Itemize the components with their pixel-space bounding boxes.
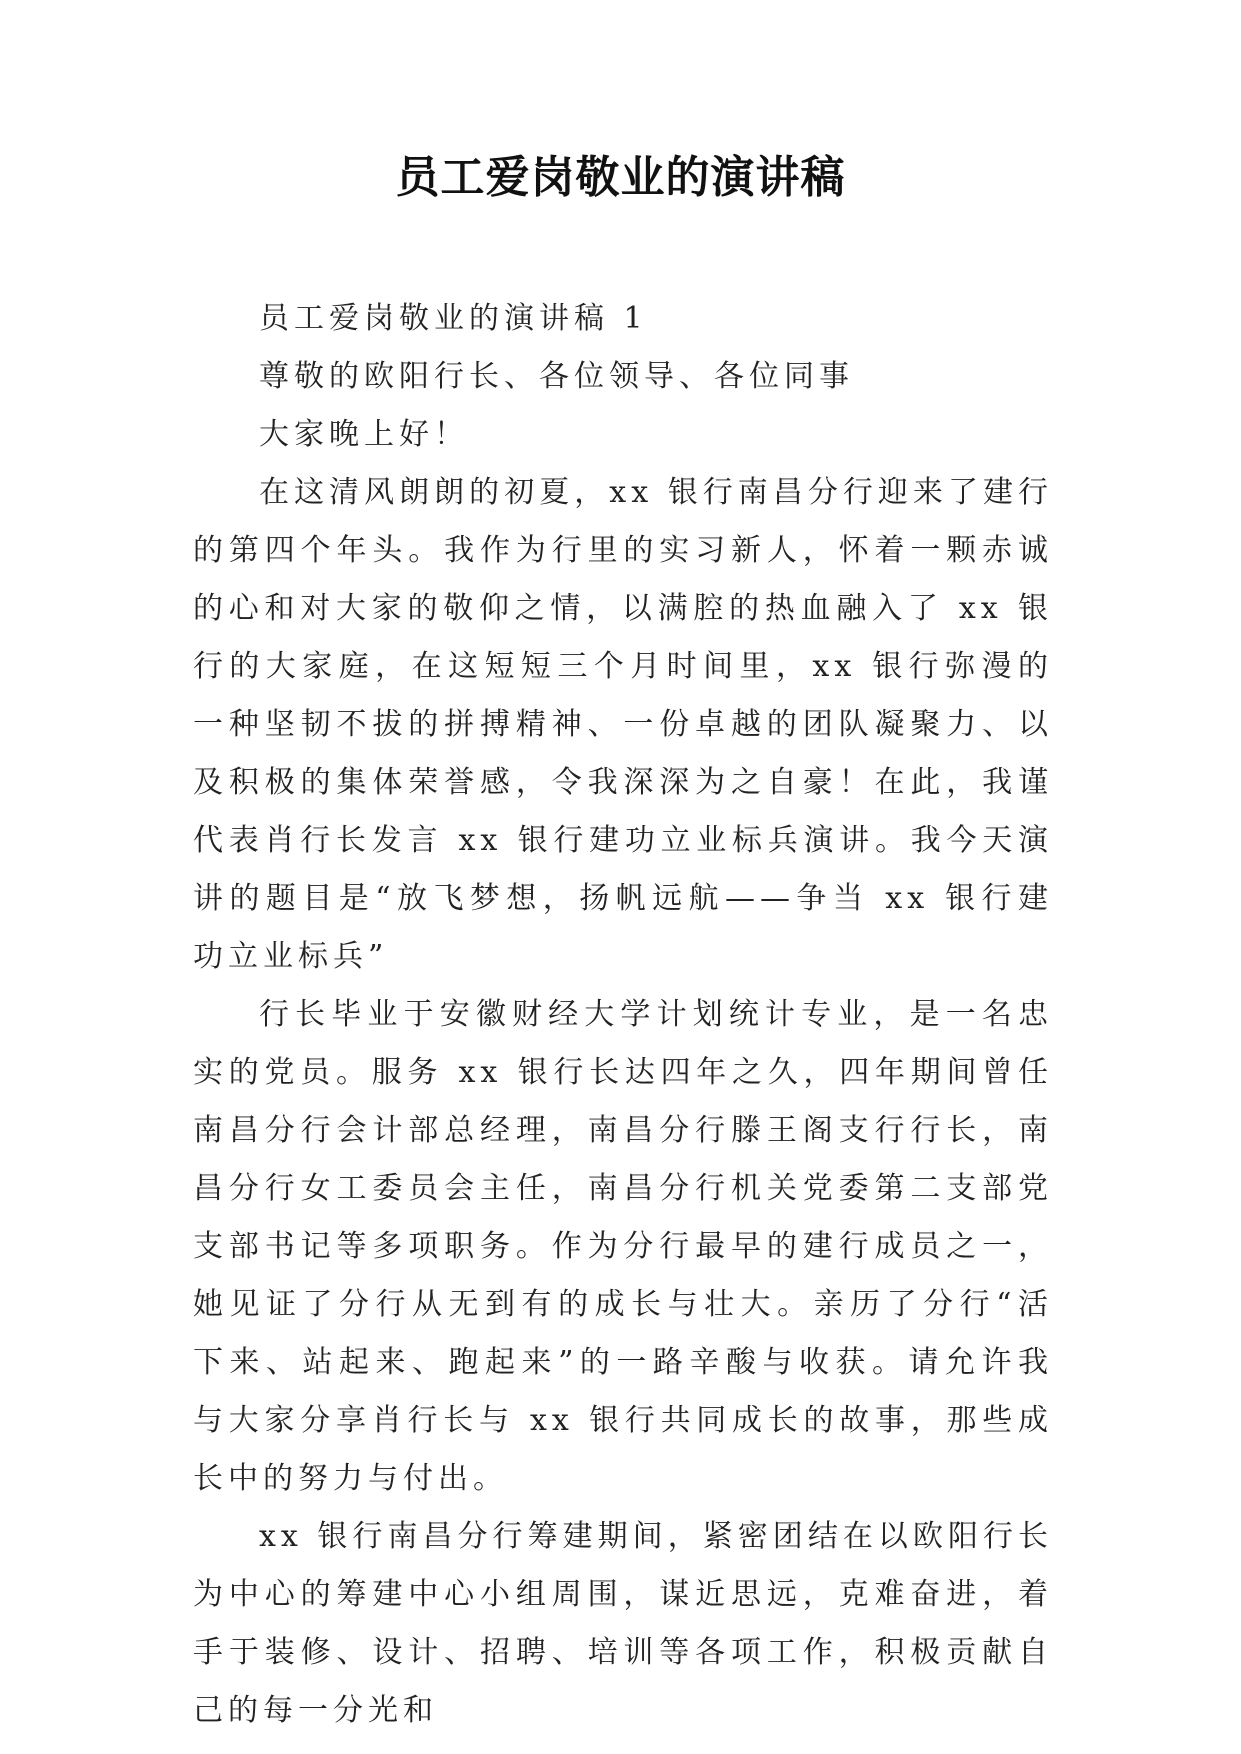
document-body bbox=[193, 290, 1053, 1740]
paragraph-heading: 员工爱岗敬业的演讲稿 1 bbox=[259, 301, 648, 336]
paragraph-intro: 在这清风朗朗的初夏，xx 银行南昌分行迎来了建行的第四个年头。我作为行里的实习新人，怀着一颗赤诚的心和对大家的敬仰之情，以满腔的热血融入了 xx 银行的大家庭，在这短短三个月时间里，xx 银行弥漫的一种坚韧不拔的拼搏精神、一份卓越的团队凝聚力、以及积极的集体荣誉感，令我深深为之自豪！在此，我谨代表肖行长发言 xx 银行建功立业标兵演讲。我今天演讲的题目是“放飞梦想，扬帆远航——争当 xx 银行建功立业标兵” bbox=[193, 475, 1053, 974]
paragraph-salutation: 尊敬的欧阳行长、各位领导、各位同事 bbox=[259, 359, 854, 394]
paragraph-greeting: 大家晚上好！ bbox=[259, 417, 469, 452]
paragraph-preparation: xx 银行南昌分行筹建期间，紧密团结在以欧阳行长为中心的筹建中心小组周围，谋近思远，克难奋进，着手于装修、设计、招聘、培训等各项工作，积极贡献自己的每一分光和 bbox=[193, 1519, 1053, 1728]
document-title: 员工爱岗敬业的演讲稿 bbox=[395, 152, 846, 203]
paragraph-biography: 行长毕业于安徽财经大学计划统计专业，是一名忠实的党员。服务 xx 银行长达四年之久，四年期间曾任南昌分行会计部总经理，南昌分行滕王阁支行行长，南昌分行女工委员会主任，南昌分行机关党委第二支部党支部书记等多项职务。作为分行最早的建行成员之一，她见证了分行从无到有的成长与壮大。亲历了分行“活下来、站起来、跑起来”的一路辛酸与收获。请允许我与大家分享肖行长与 xx 银行共同成长的故事，那些成长中的努力与付出。 bbox=[193, 997, 1053, 1496]
